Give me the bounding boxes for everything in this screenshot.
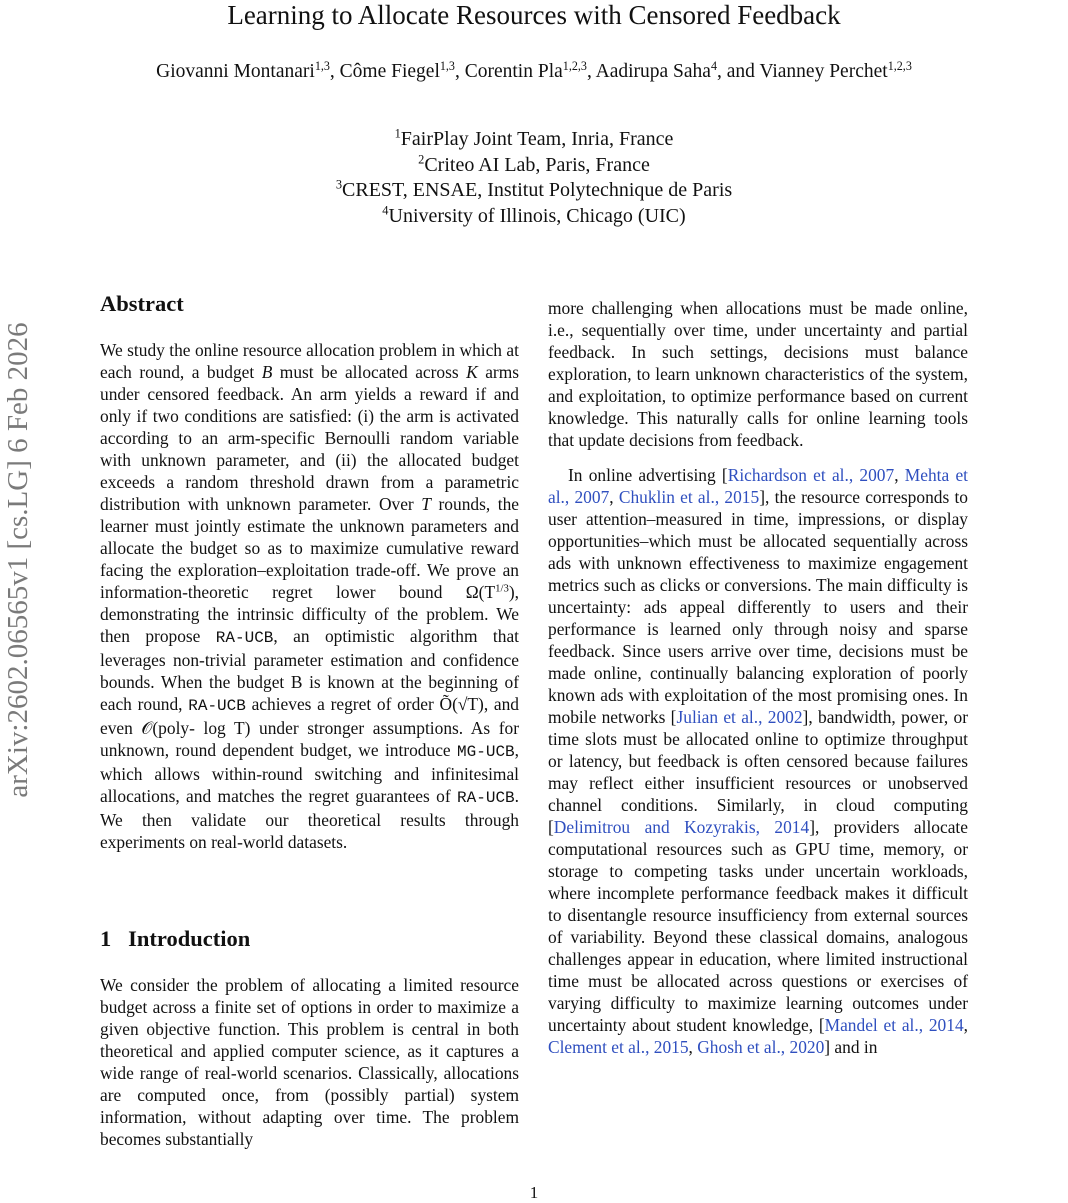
math-exponent: 1/3	[495, 582, 509, 595]
text-run: more challenging when allocations must be made online, i.e., sequentially over time, under uncertainty and partial feedback. In such settings, decisions must balance exploration, to learn unknown characteristics of the system, and exploitation, to optimize performance based on current knowledge. This naturally calls for online learning tools that update decisions from feedback.	[548, 298, 968, 450]
affiliation-list	[0, 127, 1068, 229]
text-run: arms under censored feedback. An arm yields a reward if and only if two conditions are satisfied: (i) the arm is activated according to an arm-specific Bernoulli random variable with unknown parameter, and (ii) the allocated budget exceeds a random threshold drawn from a parametric distribution with unknown parameter. Over	[100, 362, 520, 514]
algorithm-name: RA-UCB	[457, 789, 515, 807]
section-title: Introduction	[128, 926, 251, 951]
citation-link[interactable]: Clement et al., 2015	[548, 1037, 689, 1057]
intro-paragraph-2	[548, 297, 968, 451]
math-variable: B	[261, 362, 273, 382]
citation-link[interactable]: Richardson et al., 2007	[727, 465, 895, 485]
text-run: ] and in	[824, 1037, 878, 1057]
text-run: , which allows within-round switching and infinitesimal allocations, and matches the regret guarantees of	[100, 740, 519, 806]
algorithm-name: RA-UCB	[215, 629, 274, 647]
author-affiliation-mark: 4	[710, 58, 718, 73]
affiliation	[0, 204, 1068, 230]
math-variable: K	[466, 362, 478, 382]
citation-link[interactable]: Julian et al., 2002	[676, 707, 803, 727]
text-run: We consider the problem of allocating a limited resource budget across a finite set of options in order to maximize a given objective function. This problem is central in both theoretical and applied computer science, as it captures a wide range of real-world scenarios. Classically, allocations are computed once, from (possibly partial) system information, without adapting over time. The problem becomes substantially	[100, 975, 519, 1149]
author-name: Aadirupa Saha	[595, 61, 711, 82]
author-name: Corentin Pla	[464, 61, 563, 82]
text-run: must be allocated across	[272, 362, 467, 382]
author-affiliation-mark: 1,3	[314, 58, 330, 73]
section-number: 1	[100, 926, 112, 951]
text-run: ,	[963, 1015, 968, 1035]
text-run: We study the online resource allocation problem in which at each round, a budget	[100, 340, 519, 382]
text-run: ], bandwidth, power, or time slots must be allocated online to optimize throughput or latency, but feedback is often censored because failures may reflect either insufficient resources or unobserved channel conditions. Similarly, in cloud computing [	[548, 707, 968, 837]
citation-link[interactable]: Delimitrou and Kozyrakis, 2014	[553, 817, 810, 837]
author-affiliation-mark: 1,2,3	[562, 58, 587, 73]
affiliation	[0, 127, 1068, 153]
text-run: ,	[609, 487, 619, 507]
affiliation-text: FairPlay Joint Team, Inria, France	[400, 128, 674, 150]
affiliation-mark: 3	[335, 177, 343, 192]
intro-paragraph-1	[100, 974, 519, 1150]
author-separator: , and	[717, 61, 760, 82]
citation-link[interactable]: Chuklin et al., 2015	[618, 487, 760, 507]
paper-title: Learning to Allocate Resources with Censored Feedback	[227, 0, 841, 30]
algorithm-name: RA-UCB	[188, 697, 246, 715]
author-separator: ,	[329, 61, 340, 82]
arxiv-stamp: arXiv:2602.06565v1 [cs.LG] 6 Feb 2026	[2, 322, 34, 798]
affiliation	[0, 153, 1068, 179]
citation-link[interactable]: Mehta et al., 2007	[548, 465, 968, 507]
affiliation-mark: 1	[394, 126, 401, 141]
page-number: 1	[529, 1183, 539, 1202]
text-run: ], the resource corresponds to user attention–measured in time, impressions, or display opportunities–which must be allocated sequentially across ads with unknown effectiveness to maximize engagement metrics such as clicks or conversions. The main difficulty is uncertainty: ads appeal differently to users and their performance is learned only through noisy and sparse feedback. Since users arrive over time, decisions must be made online, continually balancing exploration of poorly known ads with exploitation of the most promising ones. In mobile networks [	[548, 487, 968, 727]
section-heading-introduction	[100, 926, 250, 952]
author-list	[100, 58, 968, 85]
text-run: ), demonstrating the intrinsic difficulty of the problem. We then propose	[100, 582, 519, 646]
text-run: ], providers allocate computational resources such as GPU time, memory, or storage to competing tasks under uncertain workloads, where incomplete performance feedback makes it difficult to disentangle resource insufficiency from external sources of variability. Beyond these classical domains, analogous challenges appear in education, where limited instructional time must be allocated across questions or exercises of varying difficulty to maximize learning outcomes under uncertainty about student knowledge, [	[548, 817, 968, 1035]
text-run: In online advertising [	[568, 465, 728, 485]
author-name: Côme Fiegel	[339, 61, 440, 82]
abstract-heading: Abstract	[100, 291, 184, 316]
affiliation-text: Criteo AI Lab, Paris, France	[424, 153, 650, 176]
affiliation	[0, 178, 1068, 204]
algorithm-name: MG-UCB	[457, 743, 515, 761]
text-run: . We then validate our theoretical results through experiments on real-world datasets.	[100, 786, 519, 852]
abstract-text	[100, 339, 519, 853]
text-run: rounds, the learner must jointly estimate the unknown parameters and allocate the budget so as to maximize cumulative reward facing the exploration–exploitation trade-off. We prove an information-theoretic regret lower bound Ω(T	[100, 494, 519, 602]
text-run: ,	[688, 1037, 698, 1057]
author-name: Giovanni Montanari	[156, 61, 315, 82]
math-variable: T	[421, 494, 431, 514]
author-name: Vianney Perchet	[759, 61, 888, 82]
right-column	[548, 297, 968, 1058]
text-run: achieves a regret of order Õ(√T), and even 𝒪(poly- log T) under stronger assumptions. As for unknown, round dependent budget, we introduce	[100, 694, 520, 760]
citation-link[interactable]: Ghosh et al., 2020	[697, 1037, 825, 1057]
affiliation-text: CREST, ENSAE, Institut Polytechnique de Paris	[342, 179, 733, 201]
affiliation-mark: 4	[382, 203, 389, 218]
author-separator: ,	[454, 61, 465, 82]
author-separator: ,	[586, 61, 596, 82]
author-affiliation-mark: 1,3	[439, 58, 455, 73]
author-affiliation-mark: 1,2,3	[887, 58, 912, 73]
intro-paragraph-3	[548, 464, 968, 1058]
citation-link[interactable]: Mandel et al., 2014	[824, 1015, 964, 1035]
text-run: , an optimistic algorithm that leverages non-trivial parameter estimation and confidence bounds. When the budget B is known at the beginning of each round,	[100, 626, 519, 714]
affiliation-text: University of Illinois, Chicago (UIC)	[388, 204, 686, 227]
text-run: ,	[894, 465, 905, 485]
affiliation-mark: 2	[418, 152, 425, 167]
